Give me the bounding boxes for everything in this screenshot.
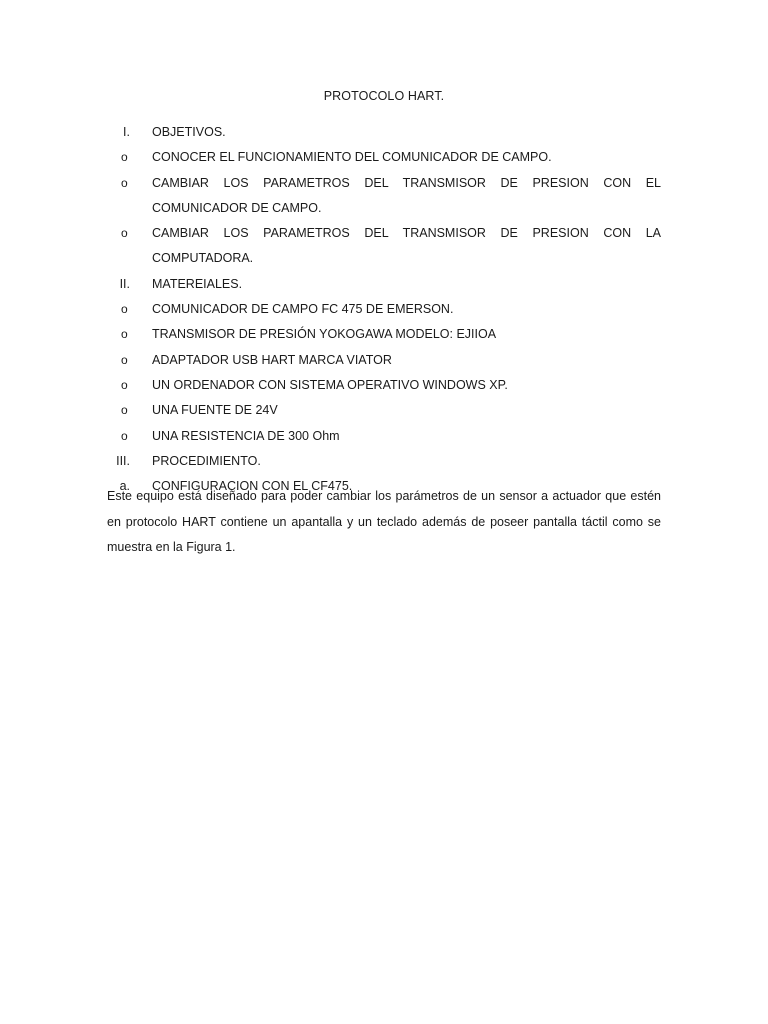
list-item — [0, 145, 768, 170]
bullet-marker: o — [121, 226, 128, 241]
list-item — [0, 424, 768, 449]
bullet-marker: o — [121, 352, 128, 367]
roman-numeral-marker: II. — [119, 276, 130, 291]
bullet-marker: o — [121, 403, 128, 418]
section-item-materiales — [0, 272, 768, 297]
list-item-text: CAMBIAR LOS PARAMETROS DEL TRANSMISOR DE PRESION CON LA COMPUTADORA. — [152, 226, 661, 266]
list-item — [0, 322, 768, 347]
list-item-text: UNA RESISTENCIA DE 300 Ohm — [152, 428, 340, 443]
list-item-text: COMUNICADOR DE CAMPO FC 475 DE EMERSON. — [152, 302, 454, 317]
letter-marker: a. — [119, 479, 130, 494]
document-title: PROTOCOLO HART. — [323, 89, 445, 103]
list-item — [0, 297, 768, 322]
list-item-text: CAMBIAR LOS PARAMETROS DEL TRANSMISOR DE PRESION CON EL COMUNICADOR DE CAMPO. — [152, 175, 661, 215]
bullet-marker: o — [121, 377, 128, 392]
bullet-marker: o — [121, 302, 128, 317]
bullet-marker: o — [121, 150, 128, 165]
bullet-marker: o — [121, 428, 128, 443]
list-item — [0, 398, 768, 423]
roman-numeral-marker: I. — [123, 125, 130, 139]
outline-list — [0, 120, 768, 499]
section-heading: MATEREIALES. — [152, 276, 243, 291]
roman-numeral-marker: III. — [116, 453, 130, 468]
list-item-text: UNA FUENTE DE 24V — [152, 403, 278, 418]
sub-item-text: CONFIGURACION CON EL CF475. — [152, 479, 353, 494]
list-item-text: UN ORDENADOR CON SISTEMA OPERATIVO WINDOWS XP. — [152, 377, 508, 392]
list-item — [0, 373, 768, 398]
body-paragraph: Este equipo está diseñado para poder cambiar los parámetros de un sensor a actuador que estén en protocolo HART contiene un apantalla y un teclado además de poseer pantalla táctil como se muestra en la Figura 1. — [107, 489, 661, 554]
list-item-text: TRANSMISOR DE PRESIÓN YOKOGAWA MODELO: EJIIOA — [152, 327, 497, 342]
section-item-objetivos — [0, 120, 768, 145]
list-item — [0, 348, 768, 373]
list-item-text: ADAPTADOR USB HART MARCA VIATOR — [152, 352, 392, 367]
bullet-marker: o — [121, 327, 128, 342]
section-heading: OBJETIVOS. — [152, 125, 226, 139]
list-item — [0, 171, 768, 222]
section-item-procedimiento — [0, 449, 768, 474]
section-heading: PROCEDIMIENTO. — [152, 453, 261, 468]
list-item — [0, 221, 768, 272]
list-item-text: CONOCER EL FUNCIONAMIENTO DEL COMUNICADOR DE CAMPO. — [152, 150, 552, 165]
bullet-marker: o — [121, 175, 128, 190]
